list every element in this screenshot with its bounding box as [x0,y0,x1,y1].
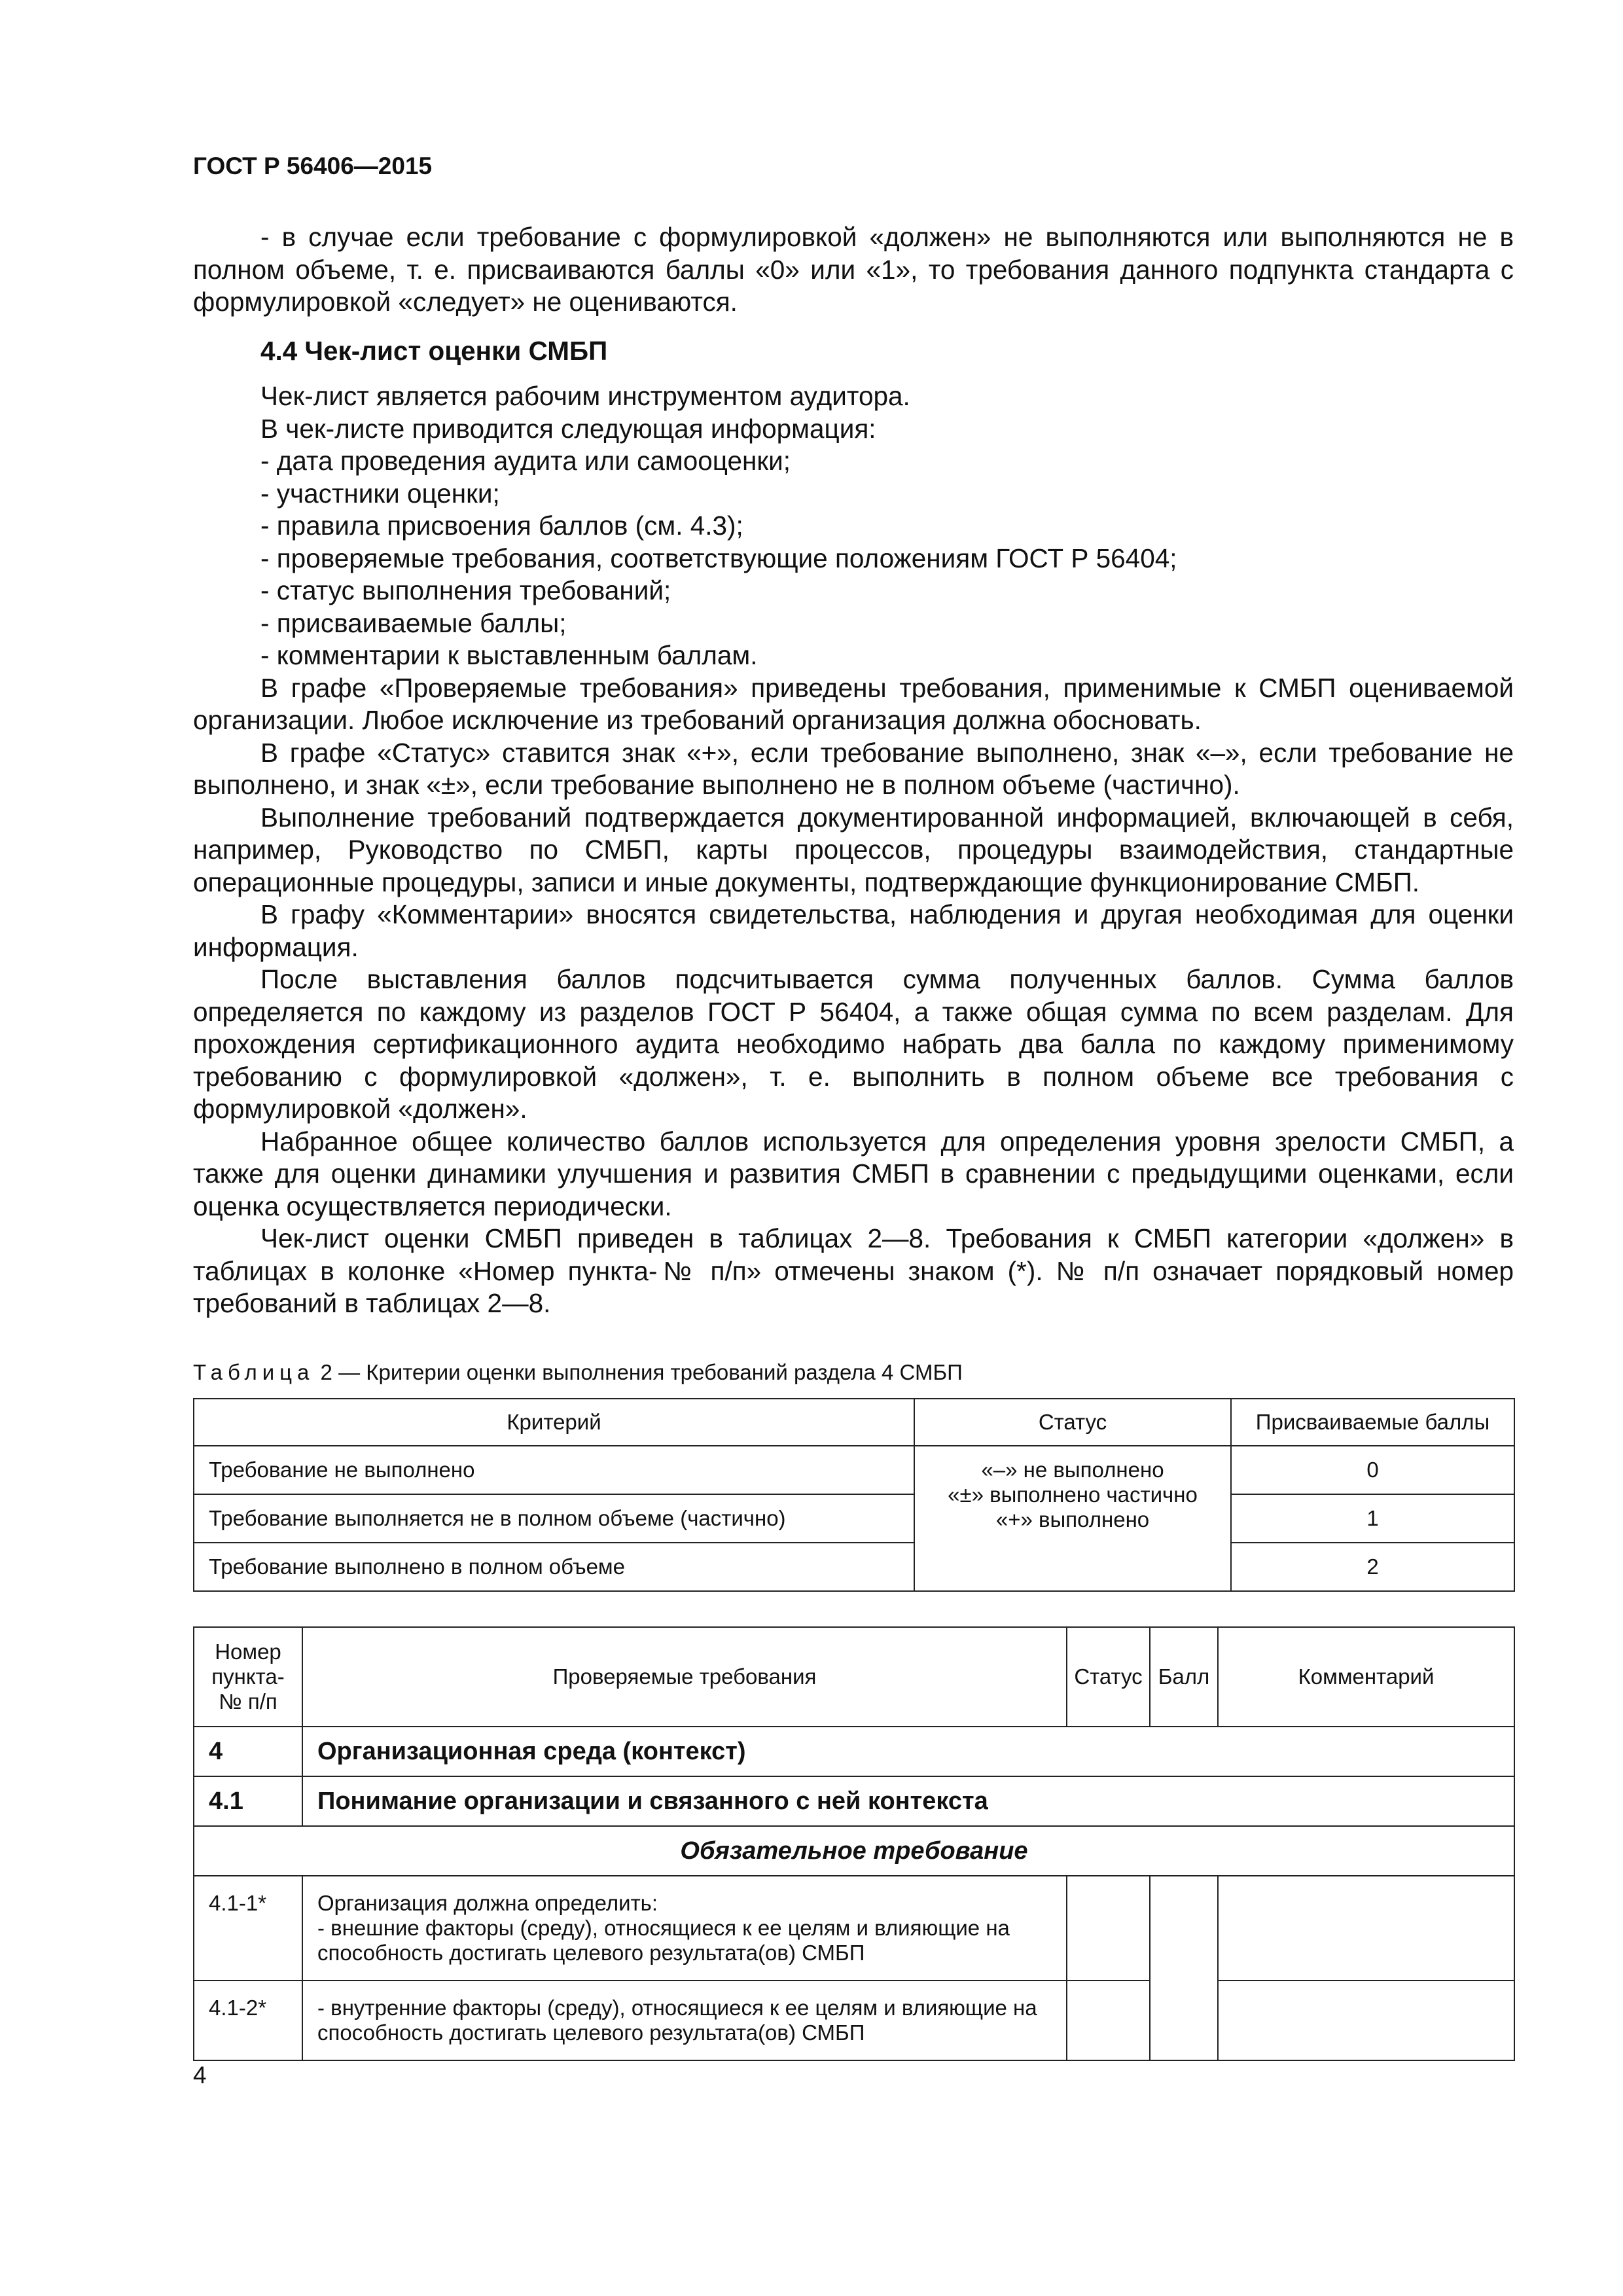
checklist-table [193,1626,1515,2061]
list-line: - комментарии к выставленным баллам. [260,640,758,670]
column-header-number [194,1627,302,1727]
criterion-cell: Требование не выполнено [194,1446,914,1494]
requirement-line: Организация должна определить: [317,1891,658,1915]
subsection-number: 4.1 [194,1776,302,1826]
page-number: 4 [193,2062,207,2089]
header-line: пункта- [211,1664,285,1689]
points-cell: 0 [1231,1446,1514,1494]
item-requirement [302,1876,1067,1981]
status-legend-line: «+» выполнено [995,1507,1150,1532]
item-number: 4.1-2* [194,1981,302,2060]
table-caption-text: 2 — Критерии оценки выполнения требований раздела 4 СМБП [314,1359,963,1384]
status-legend-line: «–» не выполнено [981,1458,1164,1482]
list-line: - проверяемые требования, соответствующие положениям ГОСТ Р 56404; [260,543,1177,573]
column-header-comment: Комментарий [1218,1627,1514,1727]
body-paragraph: Чек-лист оценки СМБП приведен в таблицах 2—8. Требования к СМБП категории «должен» в таблицах в колонке «Номер пункта-№ п/п» отмечены знаком (*). № п/п означает порядковый номер требований в таблицах 2—8. [193,1223,1514,1318]
header-line: Номер [215,1640,281,1664]
list-line: - статус выполнения требований; [260,575,671,605]
list-line: В чек-листе приводится следующая информация: [260,413,876,444]
header-line: № п/п [219,1689,277,1713]
item-number: 4.1-1* [194,1876,302,1981]
document-header: ГОСТ Р 56406—2015 [193,152,433,179]
document-body [193,221,1514,2061]
status-input-cell[interactable] [1067,1876,1150,1981]
status-legend-cell [914,1446,1231,1591]
column-header-status: Статус [914,1399,1231,1446]
item-requirement: - внутренние факторы (среду), относящиеся к ее целям и влияющие на способность достигать целевого результата(ов) СМБП [302,1981,1067,2060]
criteria-table [193,1398,1515,1592]
column-header-score: Балл [1150,1627,1218,1727]
status-input-cell[interactable] [1067,1981,1150,2060]
body-paragraph: Набранное общее количество баллов используется для определения уровня зрелости СМБП, а также для оценки динамики улучшения и развития СМБП в сравнении с предыдущими оценками, если оценка осуществляется периодически. [193,1126,1514,1221]
list-line: - дата проведения аудита или самооценки; [260,446,791,476]
body-paragraph: В графе «Проверяемые требования» приведены требования, применимые к СМБП оцениваемой организации. Любое исключение из требований организация должна обосновать. [193,672,1514,735]
list-line: - присваиваемые баллы; [260,607,567,638]
column-header-criterion: Критерий [194,1399,914,1446]
column-header-status: Статус [1067,1627,1150,1727]
section-number: 4 [194,1727,302,1776]
table-caption [193,1356,1514,1389]
body-paragraph: В графе «Статус» ставится знак «+», если требование выполнено, знак «–», если требование не выполнено, и знак «±», если требование выполнено не в полном объеме (частично). [193,737,1514,800]
points-cell: 1 [1231,1494,1514,1543]
points-cell: 2 [1231,1543,1514,1591]
comment-input-cell[interactable] [1218,1981,1514,2060]
list-line: Чек-лист является рабочим инструментом аудитора. [260,381,910,411]
criterion-cell: Требование выполняется не в полном объеме (частично) [194,1494,914,1543]
criterion-cell: Требование выполнено в полном объеме [194,1543,914,1591]
mandatory-requirement-row: Обязательное требование [194,1826,1514,1876]
section-title: 4.4 Чек-лист оценки СМБП [260,335,608,366]
body-paragraph: Выполнение требований подтверждается документированной информацией, включающей в себя, например, Руководство по СМБП, карты процессов, процедуры взаимодействия, стандартные операционные процедуры, записи и иные документы, подтверждающие функционирование СМБП. [193,802,1514,897]
table-caption-prefix: Таблица [193,1359,315,1384]
body-paragraph: В графу «Комментарии» вносятся свидетельства, наблюдения и другая необходимая для оценки информация. [193,899,1514,962]
intro-paragraph: - в случае если требование с формулировкой «должен» не выполняются или выполняются не в полном объеме, т. е. присваиваются баллы «0» или «1», то требования данного подпункта стандарта с формулировкой «следует» не оцениваются. [193,222,1514,317]
column-header-requirements: Проверяемые требования [302,1627,1067,1727]
list-line: - правила присвоения баллов (см. 4.3); [260,511,743,541]
list-line: - участники оценки; [260,478,500,509]
requirement-line: - внешние факторы (среду), относящиеся к ее целям и влияющие на способность достигать целевого результата(ов) СМБП [317,1916,1010,1965]
score-input-cell[interactable] [1150,1876,1218,2060]
status-legend-line: «±» выполнено частично [948,1482,1198,1507]
subsection-title-cell: Понимание организации и связанного с ней контекста [302,1776,1514,1826]
body-paragraph: После выставления баллов подсчитывается сумма полученных баллов. Сумма баллов определяется по каждому из разделов ГОСТ Р 56404, а также общая сумма по всем разделам. Для прохождения сертификационного аудита необходимо набрать два балла по каждому применимому требованию с формулировкой «должен», т. е. выполнить в полном объеме все требования с формулировкой «должен». [193,964,1514,1124]
column-header-points: Присваиваемые баллы [1231,1399,1514,1446]
comment-input-cell[interactable] [1218,1876,1514,1981]
section-title-cell: Организационная среда (контекст) [302,1727,1514,1776]
